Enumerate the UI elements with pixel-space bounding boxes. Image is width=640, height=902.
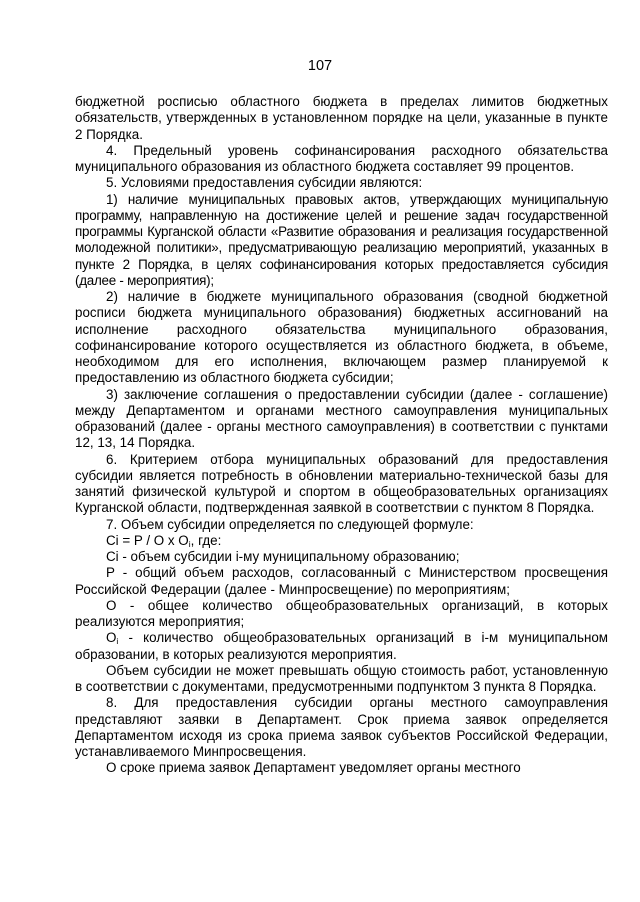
document-body: [75, 94, 608, 777]
oi-subscript: i: [116, 636, 119, 647]
oi-text: - количество общеобразовательных организаций в i-м муниципальном образовании, в которых реализуются мероприятия.: [75, 630, 608, 662]
definition-p: P - общий объем расходов, согласованный с Министерством просвещения Российской Федерации (далее - Минпросвещение) по мероприятиям;: [75, 565, 608, 597]
subsidy-formula: [75, 533, 608, 549]
paragraph-subitem-3: 3) заключение соглашения о предоставлении субсидии (далее - соглашение) между Департаментом и органами местного самоуправления муниципальных образований (далее - органы местного самоуправления) в соответствии с пунктами 12, 13, 14 Порядка.: [75, 386, 608, 451]
paragraph-item-6: 6. Критерием отбора муниципальных образований для предоставления субсидии является потребность в обновлении материально-технической базы для занятий физической культурой и спортом в общеобразовательных организациях Курганской области, подтвержденная заявкой в соответствии с пунктом 8 Порядка.: [75, 451, 608, 516]
formula-right: , где:: [190, 532, 222, 548]
paragraph-subitem-2: 2) наличие в бюджете муниципального образования (сводной бюджетной росписи бюджета муниципального образования) бюджетных ассигнований на исполнение расходного обязательства муниципального образования, софинансирование которого осуществляется из областного бюджета, в объеме, необходимом для его исполнения, включающем размер планируемой к предоставлению из областного бюджета субсидии;: [75, 289, 608, 386]
oi-symbol: O: [106, 630, 117, 646]
definition-oi: [75, 630, 608, 663]
page-number: 107: [307, 58, 333, 74]
definition-ci: Ci - объем субсидии i-му муниципальному образованию;: [106, 549, 460, 564]
paragraph-subsidy-limit: Объем субсидии не может превышать общую стоимость работ, установленную в соответствии с документами, предусмотренными подпунктом 3 пункта 8 Порядка.: [75, 662, 608, 694]
formula-subscript: i: [188, 538, 191, 549]
paragraph-item-4: 4. Предельный уровень софинансирования расходного обязательства муниципального образования из областного бюджета составляет 99 процентов.: [75, 142, 608, 174]
paragraph-continuation: бюджетной росписью областного бюджета в пределах лимитов бюджетных обязательств, утвержденных в установленном порядке на цели, указанные в пункте 2 Порядка.: [75, 94, 608, 142]
formula-left: Ci = P / O x O: [106, 532, 189, 548]
definition-o: O - общее количество общеобразовательных организаций, в которых реализуются мероприятия;: [75, 597, 608, 629]
paragraph-item-7: 7. Объем субсидии определяется по следующей формуле:: [106, 516, 474, 532]
paragraph-subitem-1: 1) наличие муниципальных правовых актов, утверждающих муниципальную программу, направленную на достижение целей и решение задач государственной программы Курганской области «Развитие образования и реализация государственной молодежной политики», предусматривающую реализацию мероприятий, указанных в пункте 2 Порядка, в целях софинансирования которых предоставляется субсидия (далее - мероприятия);: [75, 191, 608, 288]
paragraph-item-8: 8. Для предоставления субсидии органы местного самоуправления представляют заявки в Департамент. Срок приема заявок определяется Департаментом исходя из срока приема заявок субъектов Российской Федерации, устанавливаемого Минпросвещения.: [75, 695, 608, 759]
paragraph-deadline-notice: О сроке приема заявок Департамент уведомляет органы местного: [106, 760, 521, 776]
paragraph-item-5: 5. Условиями предоставления субсидии являются:: [106, 175, 423, 191]
